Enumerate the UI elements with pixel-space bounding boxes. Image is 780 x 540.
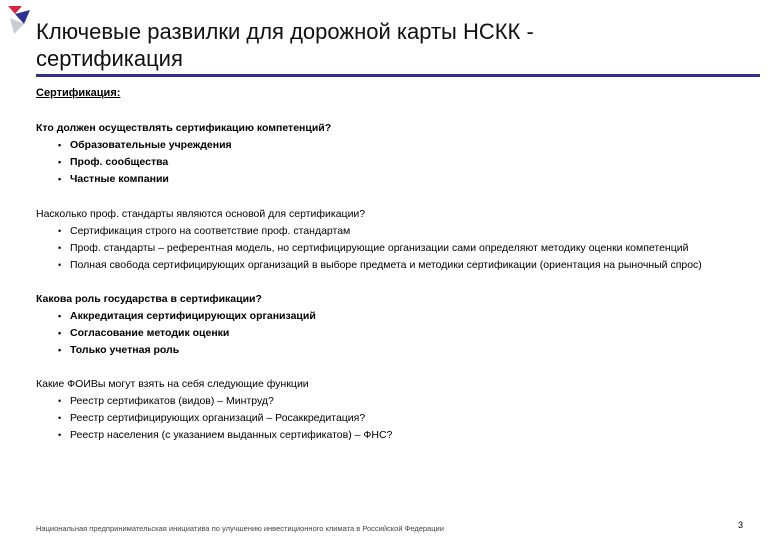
- bullet-list: [36, 137, 726, 188]
- bullet-item: • Согласование методик оценки: [36, 325, 726, 342]
- bullet-item: • Только учетная роль: [36, 342, 726, 359]
- content-body: [36, 120, 726, 461]
- page-number: 3: [738, 520, 744, 530]
- section-question: Какие ФОИВы могут взять на себя следующие функции: [36, 378, 309, 390]
- bullet-item: • Сертификация строго на соответствие проф. стандартам: [36, 223, 726, 240]
- section-subtitle: Сертификация:: [36, 87, 121, 99]
- section-foiv-functions: [36, 376, 726, 444]
- section-question: Какова роль государства в сертификации?: [36, 293, 262, 305]
- bullet-item: • Частные компании: [36, 171, 726, 188]
- bullet-item: • Аккредитация сертифицирующих организаций: [36, 308, 726, 325]
- footer-text: Национальная предпринимательская инициатива по улучшению инвестиционного климата в Российской Федерации: [36, 524, 444, 533]
- section-question: Кто должен осуществлять сертификацию компетенций?: [36, 122, 332, 134]
- bullet-item: • Проф. стандарты – референтная модель, но сертифицирующие организации сами определяют методику оценки компетенций: [36, 240, 726, 257]
- logo-icon: [6, 4, 34, 36]
- bullet-item: • Реестр сертификатов (видов) – Минтруд?: [36, 393, 726, 410]
- page-title: [36, 18, 756, 72]
- section-question: Насколько проф. стандарты являются основой для сертификации?: [36, 208, 366, 220]
- bullet-list: [36, 223, 726, 274]
- title-divider: [36, 74, 760, 77]
- bullet-item: • Образовательные учреждения: [36, 137, 726, 154]
- bullet-item: • Полная свобода сертифицирующих организаций в выборе предмета и методики сертификации (ориентация на рыночный спрос): [36, 257, 726, 274]
- section-standards-basis: [36, 206, 726, 274]
- bullet-item: • Проф. сообщества: [36, 154, 726, 171]
- bullet-list: [36, 308, 726, 359]
- page-title-line1: Ключевые развилки для дорожной карты НСКК -: [36, 19, 534, 44]
- page-title-line2: сертификация: [36, 46, 183, 71]
- section-state-role: [36, 291, 726, 359]
- bullet-list: [36, 393, 726, 444]
- section-who-certifies: [36, 120, 726, 188]
- bullet-item: • Реестр сертифицирующих организаций – Росаккредитация?: [36, 410, 726, 427]
- bullet-item: • Реестр населения (с указанием выданных сертификатов) – ФНС?: [36, 427, 726, 444]
